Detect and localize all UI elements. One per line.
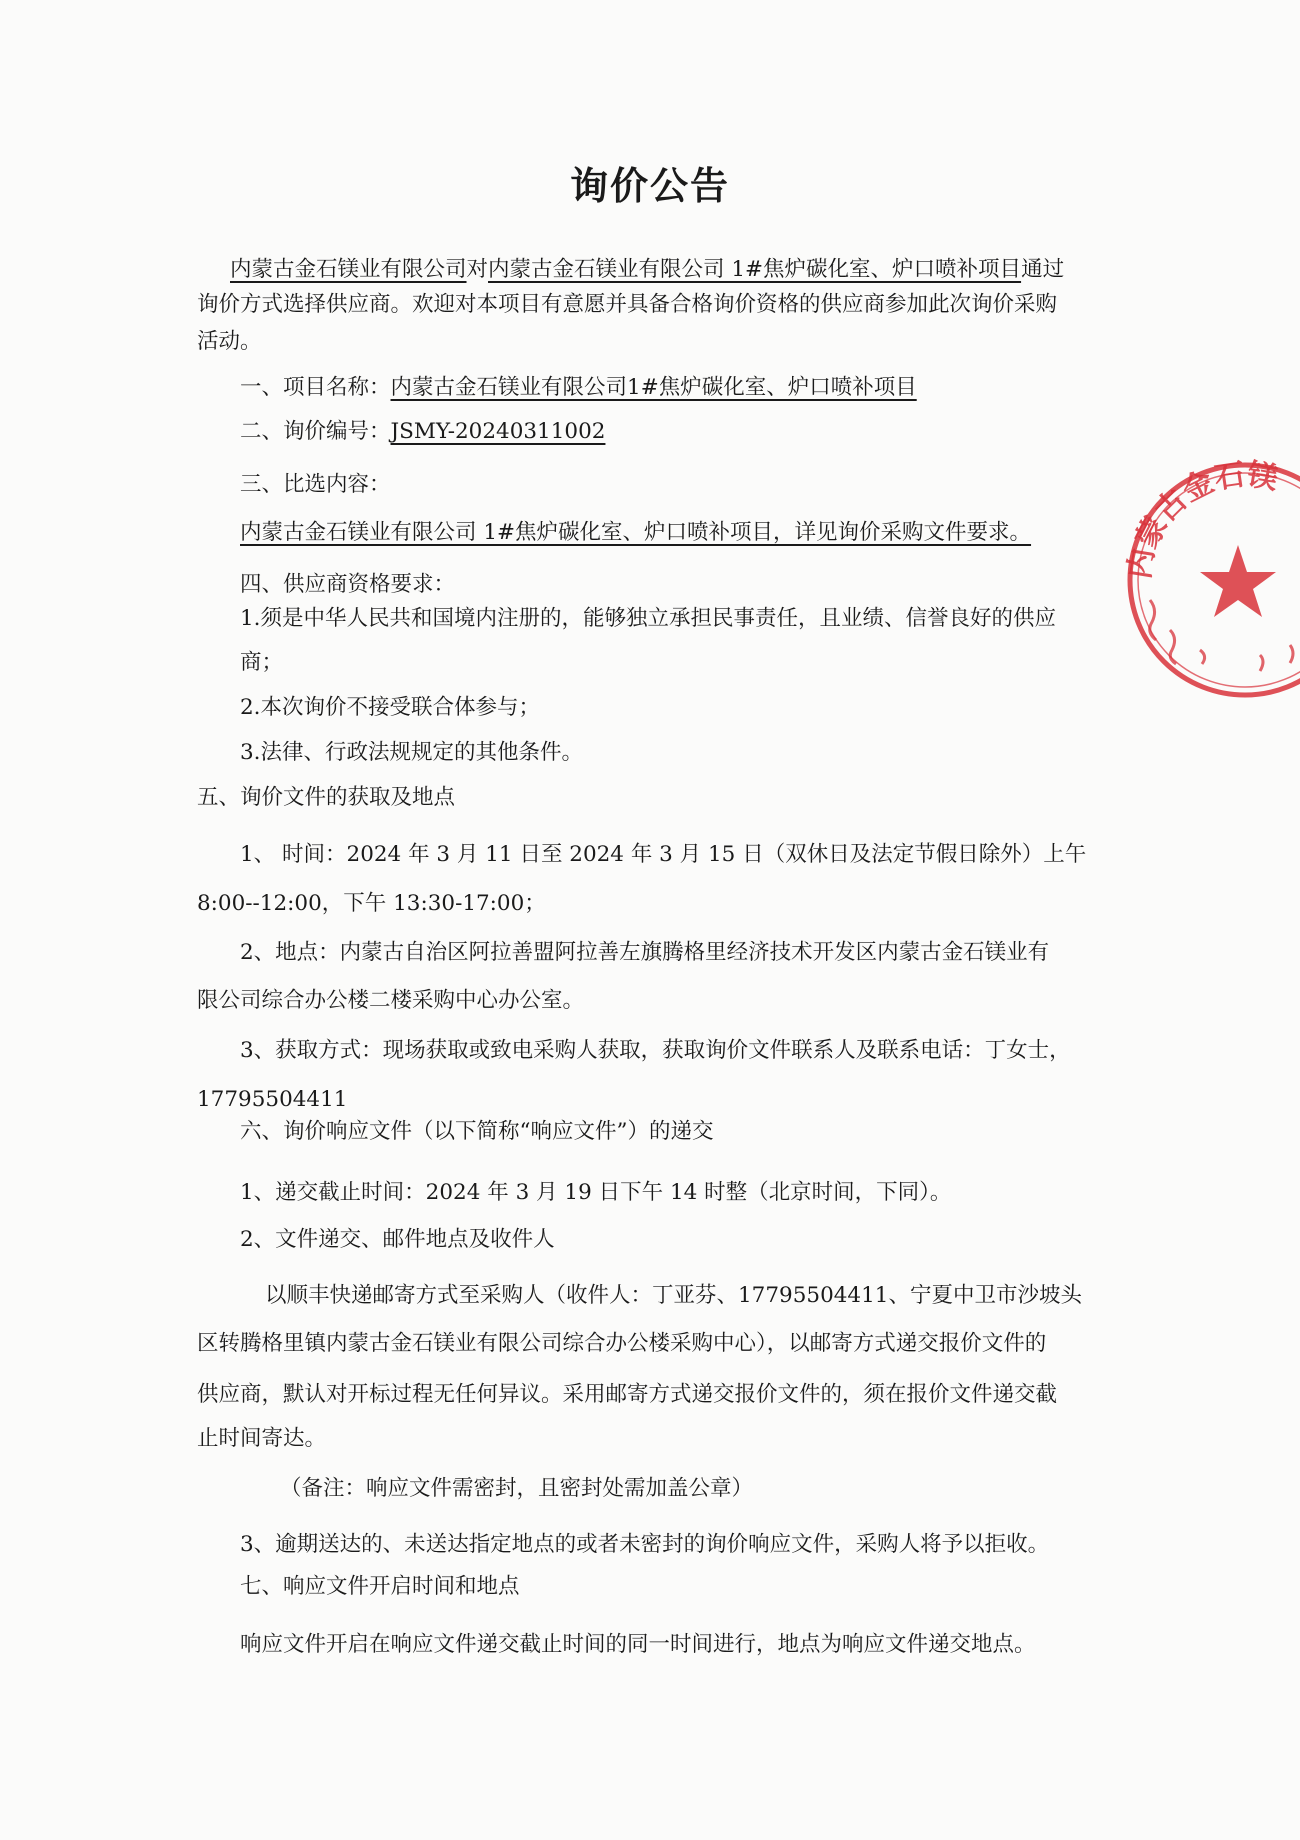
submission-para-1: 以顺丰快递邮寄方式至采购人（收件人：丁亚芬、17795504411、宁夏中卫市沙坡头 — [265, 1283, 1082, 1308]
section-inquiry-number: 二、询价编号：JSMY-20240311002 — [240, 419, 606, 444]
intro-line-3: 活动。 — [197, 329, 262, 354]
acquisition-location: 2、地点：内蒙古自治区阿拉善盟阿拉善左旗腾格里经济技术开发区内蒙古金石镁业有 — [240, 940, 1050, 965]
section-comparison-content: 内蒙古金石镁业有限公司 1#焦炉碳化室、炉口喷补项目，详见询价采购文件要求。 — [240, 520, 1032, 545]
seal-mongolian-script-icon — [1150, 600, 1300, 671]
company-seal — [1110, 440, 1300, 700]
inquiry-number-value: JSMY-20240311002 — [390, 419, 606, 444]
intro-line-2: 询价方式选择供应商。欢迎对本项目有意愿并具备合格询价资格的供应商参加此次询价采购 — [197, 292, 1058, 317]
seal-star-icon — [1200, 545, 1276, 617]
qualification-item-2: 2.本次询价不接受联合体参与； — [240, 695, 541, 720]
submission-para-3: 供应商，默认对开标过程无任何异议。采用邮寄方式递交报价文件的，须在报价文件递交截 — [197, 1382, 1058, 1407]
submission-para-4: 止时间寄达。 — [197, 1426, 327, 1451]
acquisition-time-cont: 8:00--12:00，下午 13:30-17:00； — [197, 891, 546, 916]
submission-note: （备注：响应文件需密封，且密封处需加盖公章） — [280, 1476, 754, 1501]
submission-para-2: 区转腾格里镇内蒙古金石镁业有限公司综合办公楼采购中心），以邮寄方式递交报价文件的 — [197, 1331, 1047, 1356]
svg-text:内蒙古金石镁 — [1122, 457, 1280, 581]
section-comparison-label: 三、比选内容： — [240, 472, 391, 497]
seal-text: 内蒙古金石镁 — [1122, 457, 1281, 582]
document-title: 询价公告 — [569, 164, 730, 208]
intro-line-1: 内蒙古金石镁业有限公司对内蒙古金石镁业有限公司 1#焦炉碳化室、炉口喷补项目通过 — [230, 257, 1065, 282]
qualification-item-3: 3.法律、行政法规规定的其他条件。 — [240, 740, 584, 765]
qualification-item-1: 1.须是中华人民共和国境内注册的，能够独立承担民事责任，且业绩、信誉良好的供应 — [240, 606, 1057, 631]
project-name-value: 内蒙古金石镁业有限公司1#焦炉碳化室、炉口喷补项目 — [390, 375, 917, 400]
submission-deadline: 1、递交截止时间：2024 年 3 月 19 日下午 14 时整（北京时间，下同）。 — [240, 1180, 952, 1205]
qualification-item-1-cont: 商； — [240, 650, 284, 675]
opening-text: 响应文件开启在响应文件递交截止时间的同一时间进行，地点为响应文件递交地点。 — [240, 1632, 1036, 1657]
submission-location-label: 2、文件递交、邮件地点及收件人 — [240, 1227, 555, 1252]
section-acquisition-label: 五、询价文件的获取及地点 — [197, 785, 456, 810]
submission-rejection: 3、逾期送达的、未送达指定地点的或者未密封的询价响应文件，采购人将予以拒收。 — [240, 1532, 1050, 1557]
contact-phone: 17795504411 — [197, 1087, 348, 1112]
section-submission-label: 六、询价响应文件（以下简称“响应文件”）的递交 — [240, 1119, 714, 1144]
acquisition-time: 1、 时间：2024 年 3 月 11 日至 2024 年 3 月 15 日（双休日及法定节假日除外）上午 — [240, 842, 1087, 867]
acquisition-method: 3、获取方式：现场获取或致电采购人获取，获取询价文件联系人及联系电话：丁女士， — [240, 1038, 1071, 1063]
project-name-inline: 内蒙古金石镁业有限公司 1#焦炉碳化室、炉口喷补项目 — [488, 257, 1022, 282]
section-project-name: 一、项目名称：内蒙古金石镁业有限公司1#焦炉碳化室、炉口喷补项目 — [240, 375, 917, 400]
acquisition-location-cont: 限公司综合办公楼二楼采购中心办公室。 — [197, 988, 585, 1013]
section-qualification-label: 四、供应商资格要求： — [240, 572, 456, 597]
section-opening-label: 七、响应文件开启时间和地点 — [240, 1574, 520, 1599]
buyer-name: 内蒙古金石镁业有限公司 — [230, 257, 467, 282]
